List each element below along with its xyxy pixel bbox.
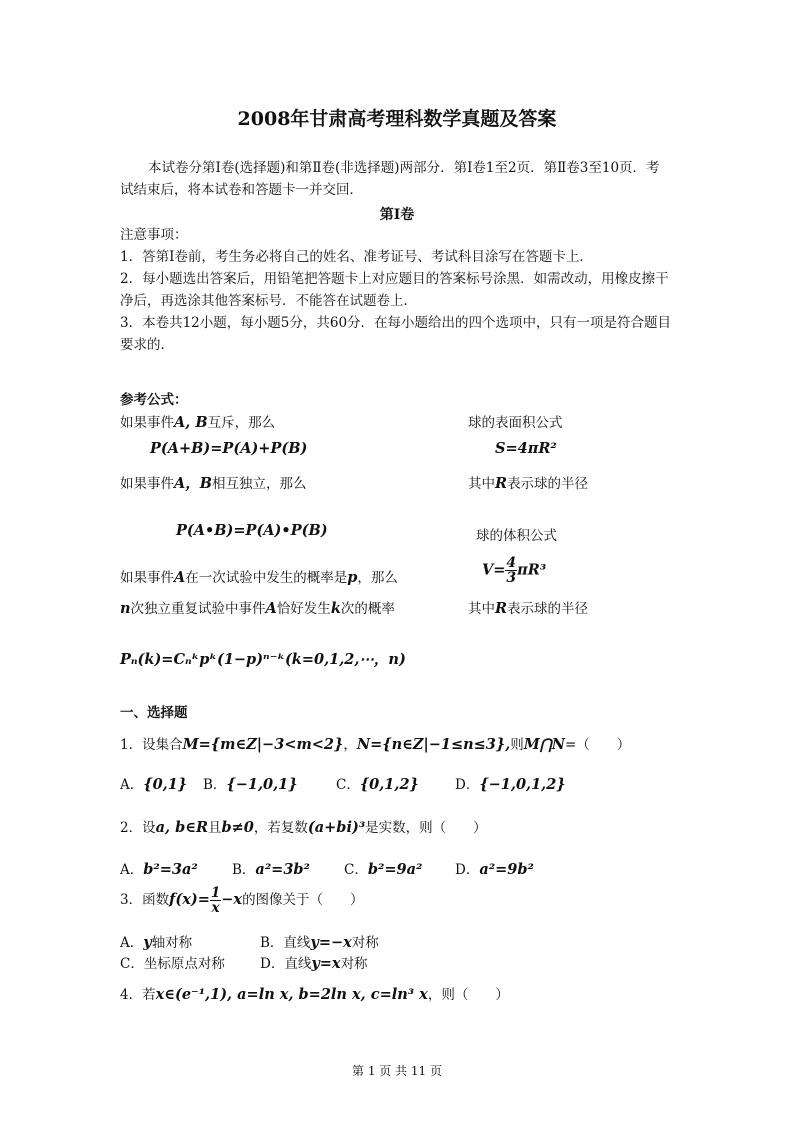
repeat-mid: 次独立重复试验中事件 xyxy=(130,601,266,617)
section-title: 第Ⅰ卷 xyxy=(379,207,415,223)
q3-pre: 3．函数 xyxy=(120,892,170,908)
option-label: B． xyxy=(203,777,227,793)
page-footer: 第 1 页 共 11 页 xyxy=(352,1064,442,1078)
option-label: A． xyxy=(120,862,144,878)
volume-lhs: V= xyxy=(482,561,506,579)
q2-vars: a, b∈R xyxy=(155,819,209,836)
repeat-condition xyxy=(120,597,395,617)
repeat-mid2: 恰好发生 xyxy=(276,601,331,617)
option-label: D． xyxy=(260,956,285,972)
notice-heading: 注意事项： xyxy=(120,227,188,243)
q1-sep: ， xyxy=(343,737,357,753)
option-label: D． xyxy=(455,862,480,878)
radius2-post: 表示球的半径 xyxy=(507,601,589,617)
q1-option-d[interactable] xyxy=(455,773,566,793)
option-math: y=−x xyxy=(310,934,352,951)
prob-mid: 在一次试验中发生的概率是 xyxy=(185,570,348,586)
indep-formula: P(A•B)=P(A)•P(B) xyxy=(176,522,328,539)
q2-tail: 是实数，则（ ） xyxy=(365,820,487,836)
repeat-post: 次的概率 xyxy=(340,601,395,617)
indep-pre: 如果事件 xyxy=(120,476,174,492)
q3-lhs: f(x)= xyxy=(169,891,210,908)
option-value: {0,1} xyxy=(143,776,188,793)
volume-fraction xyxy=(505,556,517,585)
intro-paragraph: 本试卷分第Ⅰ卷(选择题)和第Ⅱ卷(非选择题)两部分．第Ⅰ卷1至2页．第Ⅱ卷3至10页．考试结束后，将本试卷和答题卡一并交回． xyxy=(120,160,660,198)
option-value: b²=9a² xyxy=(367,861,423,878)
option-label: B． xyxy=(232,862,256,878)
mutex-vars: A, B xyxy=(174,414,208,431)
radius1-pre: 其中 xyxy=(468,476,495,492)
q3-option-c[interactable] xyxy=(120,952,225,972)
q2-option-a[interactable] xyxy=(120,858,198,878)
indep-post: 相互独立，那么 xyxy=(212,476,307,492)
q1-set-m: M={m∈Z|−3<m<2} xyxy=(182,736,344,753)
option-post: 对称 xyxy=(340,956,368,972)
q2-cond: b≠0 xyxy=(221,819,254,836)
section-choice-heading: 一、选择题 xyxy=(120,705,188,721)
q4-pre: 4．若 xyxy=(120,987,156,1003)
q2-expr: (a+bi)³ xyxy=(307,819,366,836)
formulas-heading: 参考公式： xyxy=(120,392,188,408)
prob-condition xyxy=(120,566,398,586)
sphere-volume-label: 球的体积公式 xyxy=(476,528,557,544)
q3-option-d[interactable] xyxy=(260,952,368,972)
radius-note-2 xyxy=(468,597,588,617)
q2-mid2: ，若复数 xyxy=(253,820,308,836)
option-label: A． xyxy=(120,777,144,793)
mutex-pre: 如果事件 xyxy=(120,415,174,431)
q4-expr: x∈(e⁻¹,1), a=ln x, b=2ln x, c=ln³ x xyxy=(155,986,428,1003)
radius-note-1 xyxy=(468,472,588,492)
mutex-condition xyxy=(120,411,275,431)
q2-pre: 2．设 xyxy=(120,820,156,836)
option-pre: 直线 xyxy=(283,935,311,951)
radius2-pre: 其中 xyxy=(468,601,495,617)
option-value: {−1,0,1} xyxy=(226,776,298,793)
prob-p: p xyxy=(347,569,358,586)
repeat-n: n xyxy=(120,600,131,617)
q3-option-a[interactable] xyxy=(120,931,192,951)
option-value: b²=3a² xyxy=(143,861,198,878)
q4-tail: ，则（ ） xyxy=(427,987,509,1003)
binomial-formula: Pₙ(k)=Cₙᵏpᵏ(1−p)ⁿ⁻ᵏ(k=0,1,2,⋯，n) xyxy=(120,651,406,668)
option-label: C． xyxy=(344,862,368,878)
question-4 xyxy=(120,983,509,1003)
option-label: C． xyxy=(336,777,360,793)
option-pre: 坐标原点对称 xyxy=(143,956,225,972)
radius1-var: R xyxy=(495,475,508,492)
q1-mid: 则 xyxy=(510,737,524,753)
notice-item-2: 2．每小题选出答案后，用铅笔把答题卡上对应题目的答案标号涂黑．如需改动，用橡皮擦干净后，再选涂其他答案标号．不能答在试题卷上． xyxy=(120,271,669,309)
indep-vars: A，B xyxy=(174,475,213,492)
q3-fraction xyxy=(210,886,221,915)
mutex-post: 互斥，那么 xyxy=(207,415,276,431)
option-math: y xyxy=(143,934,152,951)
q1-option-b[interactable] xyxy=(203,773,298,793)
sphere-area-formula: S=4πR² xyxy=(495,440,557,457)
q3-den: x xyxy=(211,900,220,916)
notice-item-3: 3．本卷共12小题，每小题5分，共60分．在每小题给出的四个选项中，只有一项是符合题目要求的． xyxy=(120,315,672,353)
option-label: C． xyxy=(120,956,144,972)
sphere-area-label: 球的表面积公式 xyxy=(468,415,563,431)
option-value: a²=3b² xyxy=(255,861,310,878)
page-title: 2008年甘肃高考理科数学真题及答案 xyxy=(237,108,557,130)
sphere-volume-formula xyxy=(482,556,546,585)
volume-rhs: πR³ xyxy=(517,561,547,579)
indep-condition xyxy=(120,472,307,493)
q1-tail: =（ ） xyxy=(564,737,631,753)
option-value: {0,1,2} xyxy=(359,776,419,793)
q1-set-n: N={n∈Z|−1≤n≤3}, xyxy=(356,736,511,753)
question-3 xyxy=(120,886,364,915)
radius1-post: 表示球的半径 xyxy=(507,476,589,492)
prob-var: A xyxy=(174,569,186,586)
prob-post: ，那么 xyxy=(357,570,398,586)
option-label: D． xyxy=(455,777,480,793)
volume-num: 4 xyxy=(506,555,517,571)
q1-option-c[interactable] xyxy=(336,773,419,793)
mutex-formula: P(A+B)=P(A)+P(B) xyxy=(150,440,308,457)
q3-tail: 的图像关于（ ） xyxy=(242,892,364,908)
prob-pre: 如果事件 xyxy=(120,570,174,586)
notice-item-1: 1．答第Ⅰ卷前，考生务必将自己的姓名、准考证号、考试科目涂写在答题卡上． xyxy=(120,249,593,265)
q2-option-c[interactable] xyxy=(344,858,422,878)
q3-rhs: −x xyxy=(221,891,243,908)
q2-mid1: 且 xyxy=(208,820,222,836)
option-post: 对称 xyxy=(351,935,379,951)
option-value: {−1,0,1,2} xyxy=(479,776,566,793)
q3-option-b[interactable] xyxy=(260,931,379,951)
q2-option-b[interactable] xyxy=(232,858,310,878)
option-label: A． xyxy=(120,935,144,951)
option-post: 轴对称 xyxy=(151,935,193,951)
volume-den: 3 xyxy=(506,570,517,586)
option-value: a²=9b² xyxy=(479,861,534,878)
radius2-var: R xyxy=(495,600,508,617)
q1-stem-pre: 1．设集合 xyxy=(120,737,183,753)
option-pre: 直线 xyxy=(284,956,312,972)
option-math: y=x xyxy=(311,955,341,972)
question-1 xyxy=(120,733,630,753)
q1-option-a[interactable] xyxy=(120,773,187,793)
q1-expr: M⋂N xyxy=(523,736,565,753)
repeat-a: A xyxy=(265,600,277,617)
repeat-k: k xyxy=(330,600,341,617)
q3-num: 1 xyxy=(210,885,221,901)
option-label: B． xyxy=(260,935,284,951)
question-2 xyxy=(120,816,487,836)
q2-option-d[interactable] xyxy=(455,858,534,878)
